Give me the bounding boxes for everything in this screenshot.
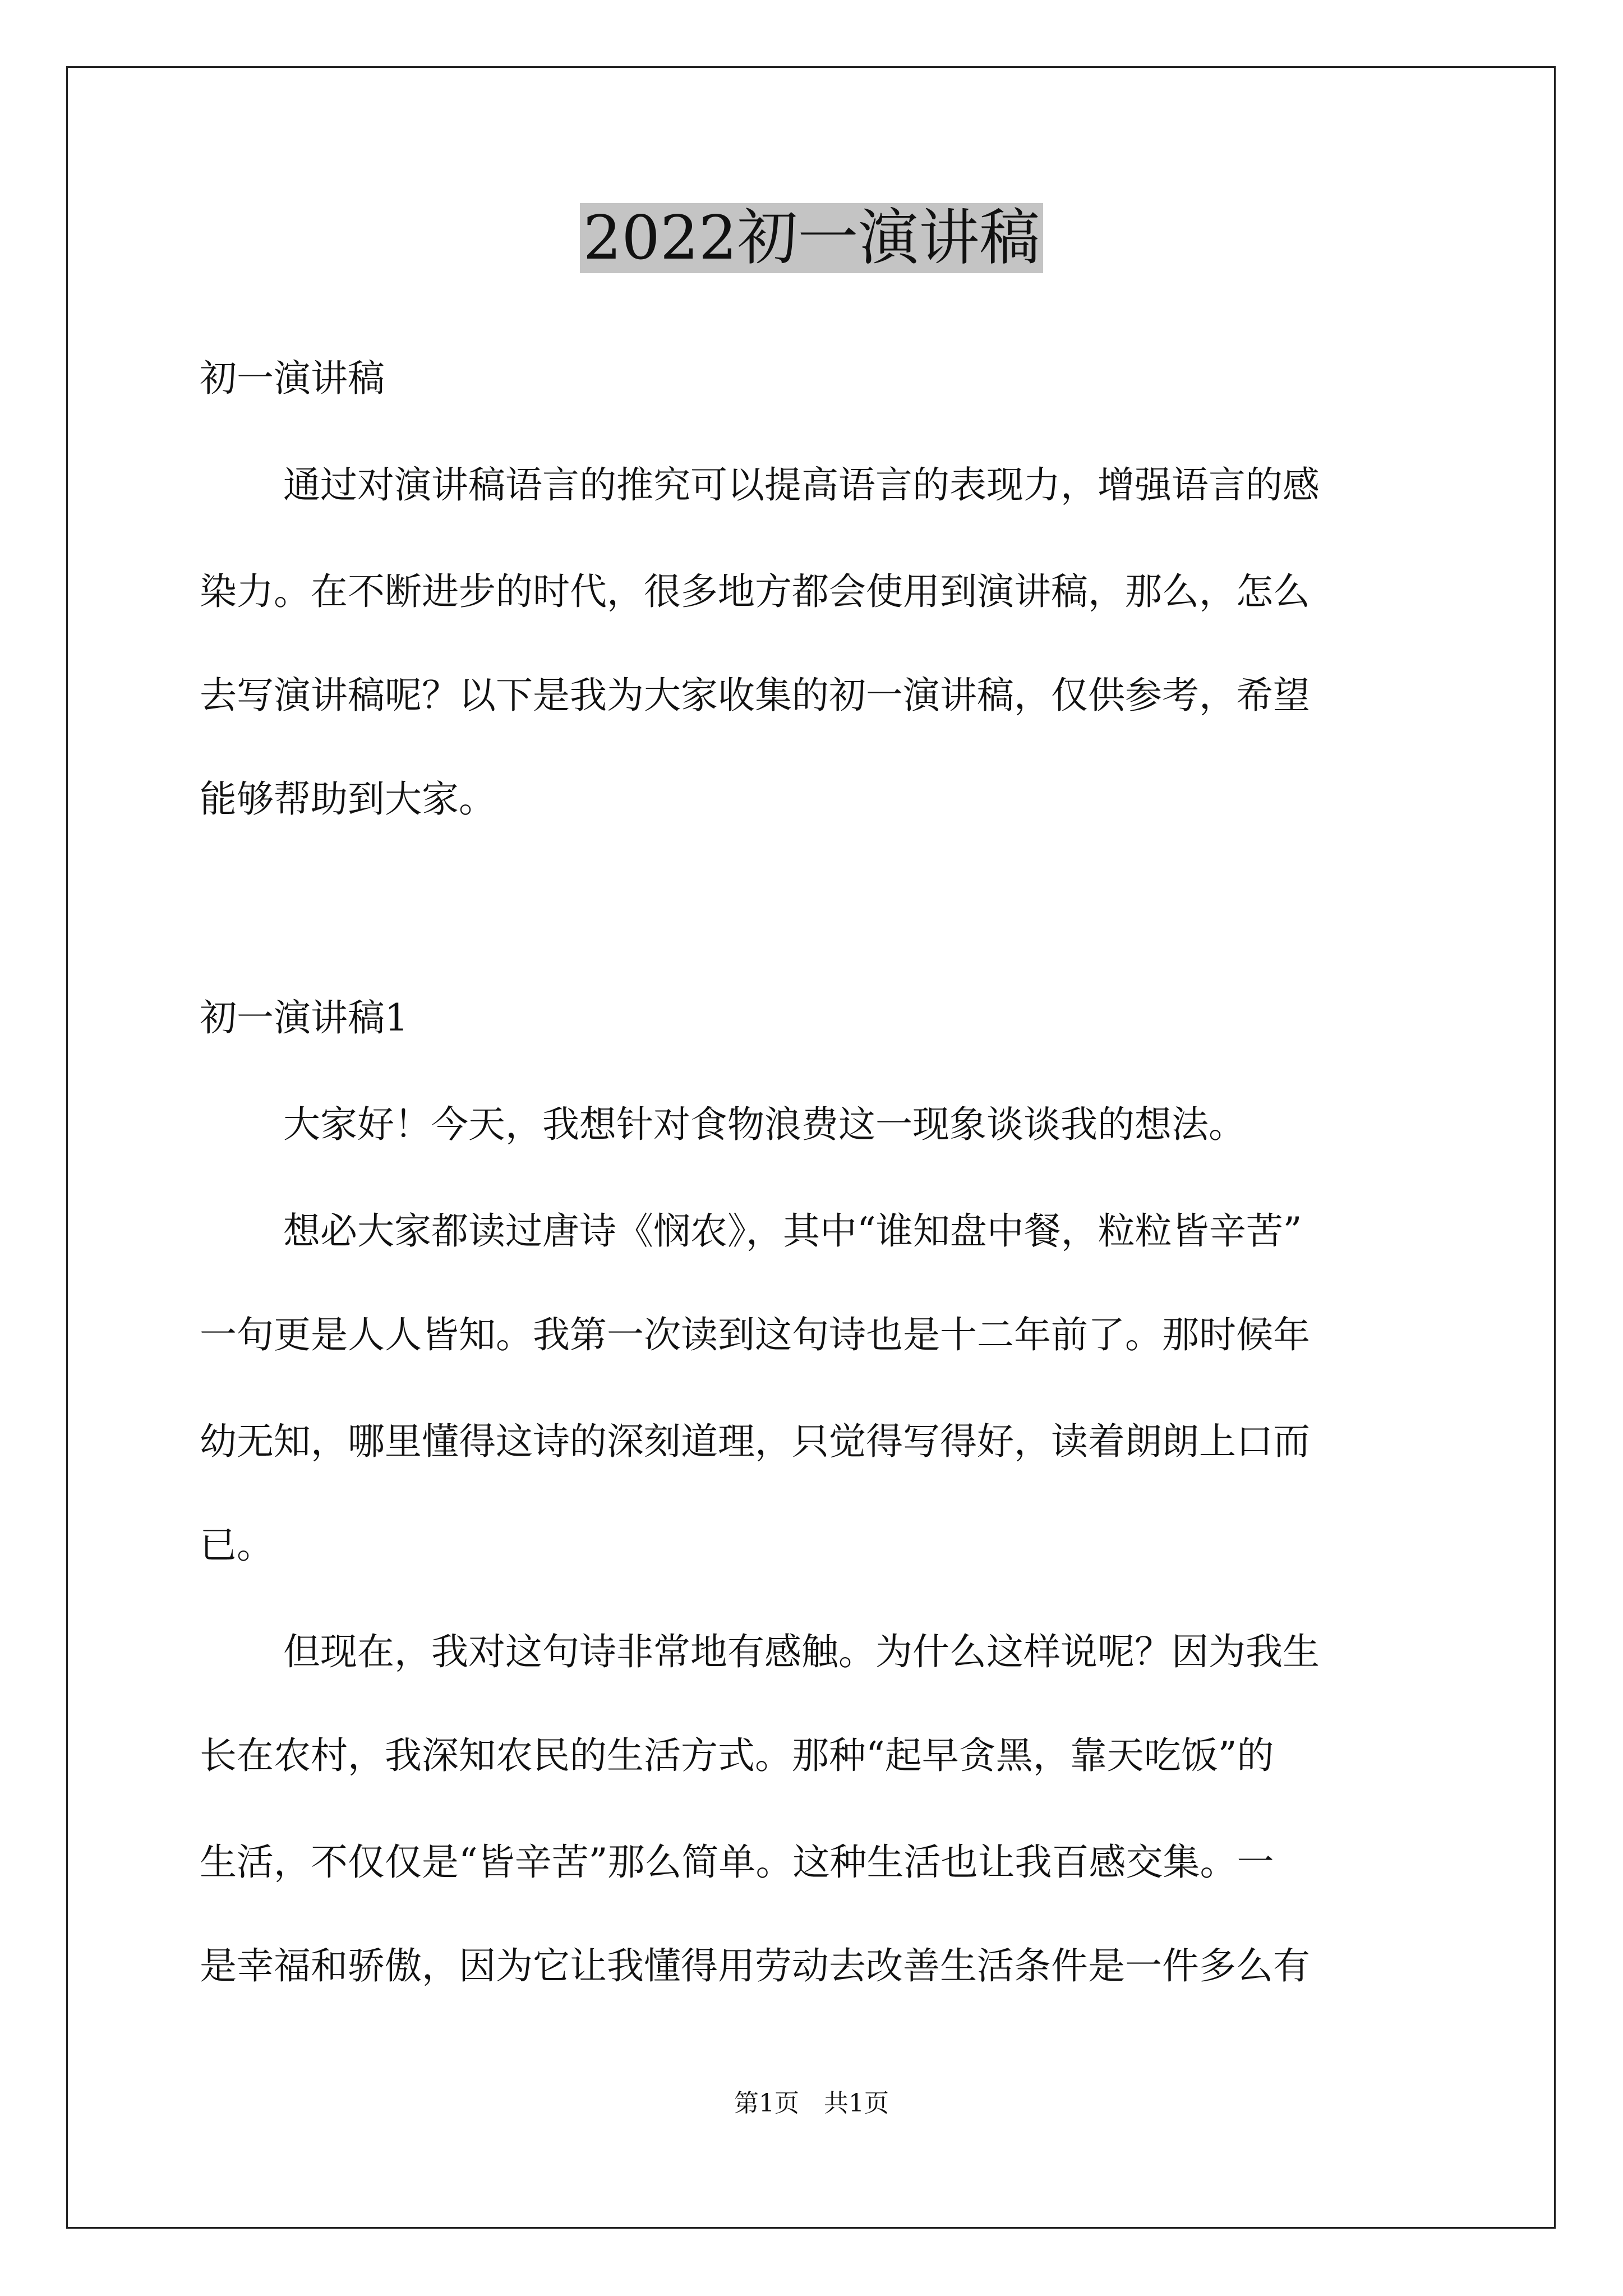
intro-line: 去写演讲稿呢？以下是我为大家收集的初一演讲稿，仅供参考，希望 — [200, 674, 1310, 717]
body-line: 已。 — [200, 1524, 274, 1567]
body-line: 大家好！今天，我想针对食物浪费这一现象谈谈我的想法。 — [283, 1103, 1246, 1146]
body-line: 一句更是人人皆知。我第一次读到这句诗也是十二年前了。那时候年 — [200, 1313, 1310, 1356]
intro-line: 染力。在不断进步的时代，很多地方都会使用到演讲稿，那么，怎么 — [200, 570, 1310, 613]
body-line: 是幸福和骄傲，因为它让我懂得用劳动去改善生活条件是一件多么有 — [200, 1944, 1310, 1987]
body-line: 想必大家都读过唐诗《悯农》，其中“谁知盘中餐，粒粒皆辛苦” — [283, 1209, 1302, 1253]
body-line: 但现在，我对这句诗非常地有感触。为什么这样说呢？因为我生 — [283, 1630, 1320, 1673]
subtitle: 初一演讲稿 — [200, 357, 385, 400]
body-line: 生活，不仅仅是“皆辛苦”那么简单。这种生活也让我百感交集。一 — [200, 1841, 1274, 1884]
body-line: 长在农村，我深知农民的生活方式。那种“起早贪黑，靠天吃饭”的 — [200, 1734, 1274, 1777]
body-line: 幼无知，哪里懂得这诗的深刻道理，只觉得写得好，读着朗朗上口而 — [200, 1420, 1310, 1463]
document-title — [0, 199, 1623, 278]
document-title-text: 2022初一演讲稿 — [580, 203, 1044, 273]
intro-line: 通过对演讲稿语言的推究可以提高语言的表现力，增强语言的感 — [283, 463, 1320, 507]
intro-line: 能够帮助到大家。 — [200, 777, 496, 821]
section-heading: 初一演讲稿1 — [200, 996, 408, 1039]
page-footer: 第1页 共1页 — [734, 2089, 889, 2118]
